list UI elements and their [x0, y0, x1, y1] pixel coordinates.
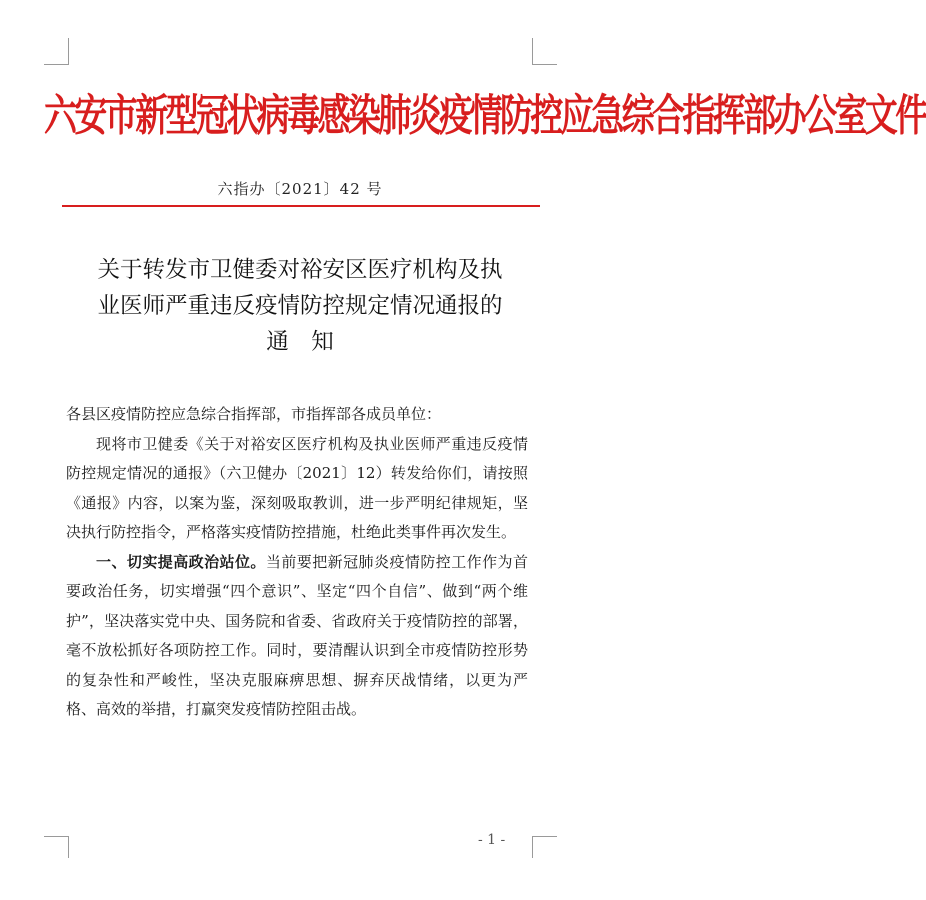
notice-title-line-1: 关于转发市卫健委对裕安区医疗机构及执 — [97, 257, 503, 283]
notice-title-line-2: 业医师严重违反疫情防控规定情况通报的 — [97, 293, 503, 319]
crop-mark-top-left-horizontal — [44, 64, 69, 65]
section-1 — [66, 548, 528, 725]
salutation: 各县区疫情防控应急综合指挥部，市指挥部各成员单位： — [66, 405, 442, 423]
crop-mark-top-right-vertical — [532, 38, 533, 64]
document-body — [66, 400, 528, 725]
crop-mark-bottom-right-vertical — [532, 836, 533, 858]
document-header-title: 六安市新型冠状病毒感染肺炎疫情防控应急综合指挥部办公室文件 — [44, 89, 926, 142]
notice-title — [60, 252, 540, 360]
crop-mark-bottom-left-horizontal — [44, 836, 69, 837]
crop-mark-top-right-horizontal — [532, 64, 557, 65]
crop-mark-bottom-left-vertical — [68, 836, 69, 858]
page-number: - 1 - — [478, 832, 506, 848]
section-1-text: 当前要把新冠肺炎疫情防控工作作为首要政治任务，切实增强“四个意识”、坚定“四个自信”、做到“两个维护”，坚决落实党中央、国务院和省委、省政府关于疫情防控的部署，毫不放松抓好各项防控工作。同时，要清醒认识到全市疫情防控形势的复杂性和严峻性，坚决克服麻痹思想、摒弃厌战情绪，以更为严格、高效的举措，打赢突发疫情防控阻击战。 — [66, 552, 528, 718]
document-number: 六指办〔2021〕42 号 — [217, 180, 383, 198]
crop-mark-bottom-right-horizontal — [532, 836, 557, 837]
red-divider-line — [62, 205, 540, 207]
section-1-heading: 一、切实提高政治站位。 — [96, 552, 266, 571]
crop-mark-top-left-vertical — [68, 38, 69, 64]
paragraph-1: 现将市卫健委《关于对裕安区医疗机构及执业医师严重违反疫情防控规定情况的通报》（六卫健办〔2021〕12）转发给你们，请按照《通报》内容，以案为鉴，深刻吸取教训，进一步严明纪律规矩，坚决执行防控指令，严格落实疫情防控措施，杜绝此类事件再次发生。 — [66, 434, 528, 541]
notice-title-line-3: 通 知 — [266, 329, 334, 355]
